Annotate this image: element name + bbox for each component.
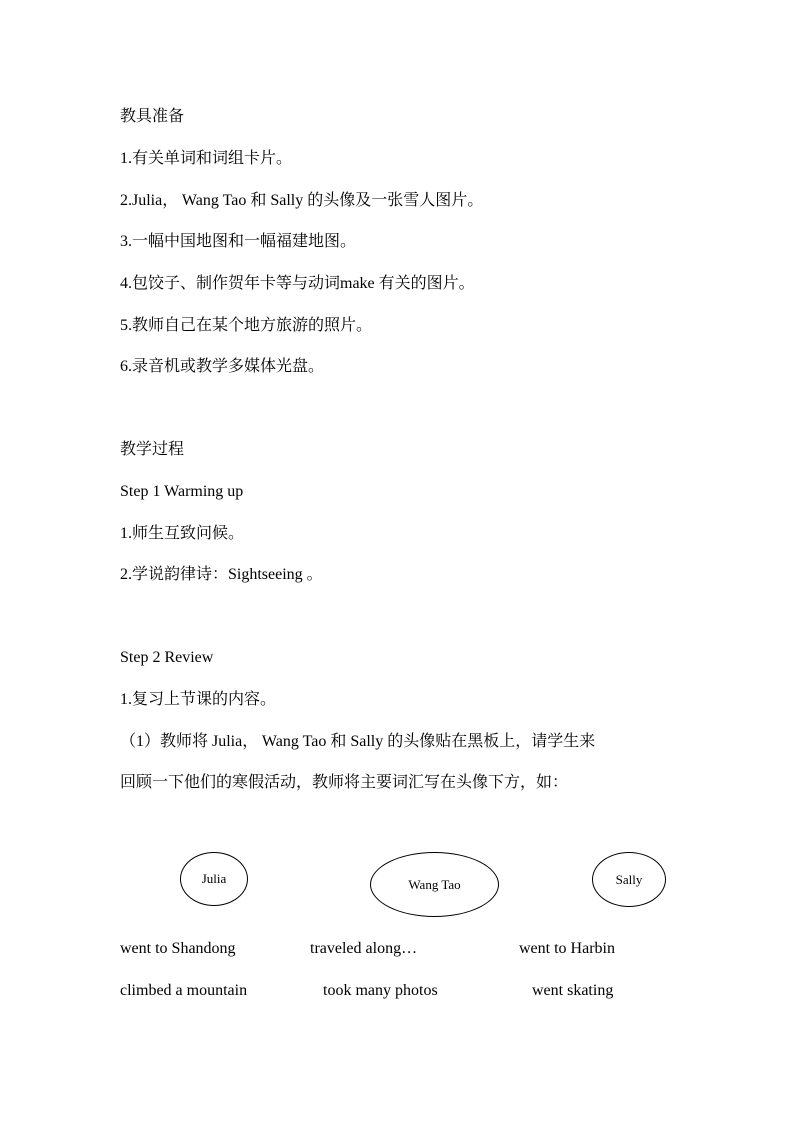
list-item: 1.师生互致问候。 — [120, 525, 245, 542]
section-heading-teaching-aids: 教具准备 — [120, 108, 185, 125]
activity-label: climbed a mountain — [120, 982, 248, 999]
step-title: Step 1 Warming up — [120, 483, 244, 500]
list-item: 1.复习上节课的内容。 — [120, 691, 277, 708]
activity-label: traveled along… — [310, 940, 418, 957]
activity-label: went to Harbin — [519, 940, 615, 957]
list-item: 5.教师自己在某个地方旅游的照片。 — [120, 317, 373, 334]
section-heading-teaching-process: 教学过程 — [120, 441, 185, 458]
list-item: 3.一幅中国地图和一幅福建地图。 — [120, 233, 357, 250]
activity-label: went to Shandong — [120, 940, 236, 957]
list-item: 6.录音机或教学多媒体光盘。 — [120, 358, 325, 375]
list-item: 4.包饺子、制作贺年卡等与动词make 有关的图片。 — [120, 275, 475, 292]
person-name: Wang Tao — [408, 876, 461, 892]
list-item: 2.Julia， Wang Tao 和 Sally 的头像及一张雪人图片。 — [120, 192, 484, 209]
paragraph-line: 回顾一下他们的寒假活动，教师将主要词汇写在头像下方，如： — [120, 774, 569, 791]
list-item: 1.有关单词和词组卡片。 — [120, 150, 293, 167]
name-oval-wang-tao — [370, 852, 499, 917]
person-name: Sally — [615, 871, 643, 887]
paragraph-line: （1）教师将 Julia， Wang Tao 和 Sally 的头像贴在黑板上，请学生来 — [120, 733, 596, 750]
step-title: Step 2 Review — [120, 649, 214, 666]
activity-label: went skating — [532, 982, 614, 999]
person-name: Julia — [201, 871, 227, 886]
list-item: 2.学说韵律诗：Sightseeing 。 — [120, 566, 323, 583]
name-oval-julia — [180, 852, 248, 906]
name-oval-sally — [592, 852, 666, 907]
activity-label: took many photos — [323, 982, 438, 999]
